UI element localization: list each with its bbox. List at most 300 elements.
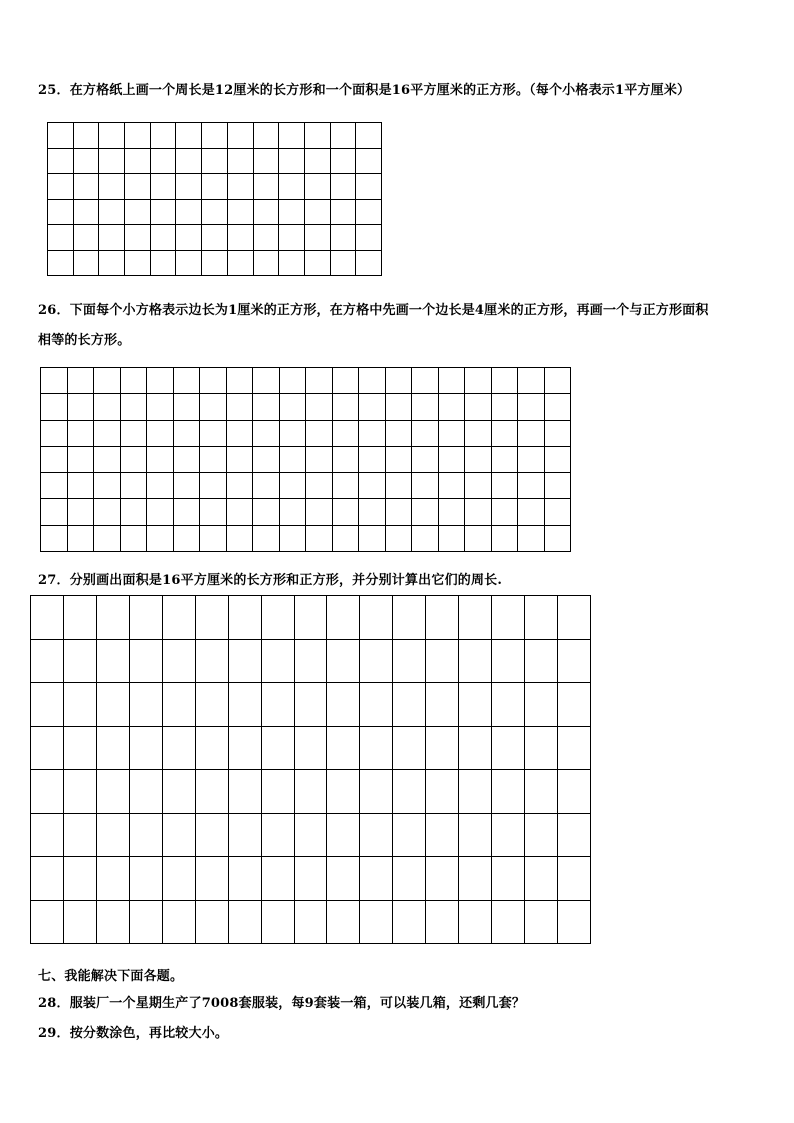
grid-cell <box>253 148 279 174</box>
grid-cell <box>162 596 195 640</box>
grid-cell <box>306 446 333 472</box>
grid-cell <box>125 148 151 174</box>
grid-cell <box>426 813 459 857</box>
grid-cell <box>94 446 121 472</box>
grid-cell <box>465 394 492 420</box>
grid-cell <box>558 813 591 857</box>
grid-cell <box>385 420 412 446</box>
grid-cell <box>67 473 94 499</box>
grid-cell <box>147 368 174 394</box>
grid-cell <box>31 726 64 770</box>
grid-cell <box>150 148 176 174</box>
grid-cell <box>227 250 253 276</box>
grid-cell <box>41 446 68 472</box>
grid-cell <box>96 726 129 770</box>
grid-cell <box>544 446 571 472</box>
grid-cell <box>253 446 280 472</box>
grid-cell <box>200 368 227 394</box>
grid-cell <box>393 639 426 683</box>
grid-cell <box>228 683 261 727</box>
grid-cell <box>304 199 330 225</box>
grid-cell <box>359 420 386 446</box>
grid-cell <box>393 683 426 727</box>
grid-cell <box>73 174 99 200</box>
grid-cell <box>279 394 306 420</box>
grid-cell <box>147 394 174 420</box>
grid-cell <box>48 225 74 251</box>
grid-cell <box>125 250 151 276</box>
grid-cell <box>202 174 228 200</box>
grid-cell <box>294 857 327 901</box>
grid-cell <box>94 525 121 551</box>
grid-cell <box>306 394 333 420</box>
grid-cell <box>67 525 94 551</box>
grid-cell <box>459 900 492 944</box>
grid-cell <box>176 174 202 200</box>
grid-cell <box>228 639 261 683</box>
grid-cell <box>518 368 545 394</box>
grid-cell <box>253 174 279 200</box>
grid-cell <box>438 499 465 525</box>
grid-cell <box>253 199 279 225</box>
grid-cell <box>491 446 518 472</box>
grid-cell <box>31 900 64 944</box>
grid-cell <box>412 368 439 394</box>
grid-cell <box>41 394 68 420</box>
grid-cell <box>200 499 227 525</box>
grid-cell <box>99 199 125 225</box>
grid-cell <box>41 499 68 525</box>
grid-cell <box>226 499 253 525</box>
grid-cell <box>150 174 176 200</box>
grid-cell <box>162 683 195 727</box>
grid-cell <box>162 900 195 944</box>
grid-cell <box>125 123 151 149</box>
grid-cell <box>558 900 591 944</box>
grid-cell <box>120 473 147 499</box>
grid-cell <box>426 639 459 683</box>
grid-cell <box>195 726 228 770</box>
grid-cell <box>393 770 426 814</box>
grid-cell <box>94 473 121 499</box>
grid-row <box>31 596 591 640</box>
grid-paper-q26 <box>40 367 571 552</box>
grid-cell <box>327 770 360 814</box>
grid-cell <box>99 148 125 174</box>
grid-cell <box>200 525 227 551</box>
grid-row <box>41 473 571 499</box>
grid-cell <box>253 250 279 276</box>
grid-cell <box>385 473 412 499</box>
grid-cell <box>304 174 330 200</box>
grid-cell <box>360 857 393 901</box>
grid-cell <box>176 199 202 225</box>
grid-cell <box>279 473 306 499</box>
grid-cell <box>544 368 571 394</box>
grid-cell <box>99 250 125 276</box>
grid-cell <box>63 900 96 944</box>
grid-cell <box>63 596 96 640</box>
grid-cell <box>327 857 360 901</box>
grid-cell <box>525 726 558 770</box>
grid-cell <box>279 368 306 394</box>
grid-cell <box>129 857 162 901</box>
grid-cell <box>129 770 162 814</box>
grid-cell <box>306 420 333 446</box>
grid-cell <box>306 473 333 499</box>
grid-cell <box>73 225 99 251</box>
grid-cell <box>492 683 525 727</box>
grid-cell <box>226 525 253 551</box>
grid-cell <box>63 813 96 857</box>
grid-cell <box>558 770 591 814</box>
grid-cell <box>31 596 64 640</box>
grid-cell <box>96 813 129 857</box>
grid-cell <box>176 250 202 276</box>
grid-cell <box>465 473 492 499</box>
grid-cell <box>491 499 518 525</box>
grid-cell <box>279 250 305 276</box>
grid-cell <box>544 473 571 499</box>
grid-cell <box>73 250 99 276</box>
grid-cell <box>129 900 162 944</box>
grid-cell <box>125 225 151 251</box>
grid-cell <box>228 900 261 944</box>
grid-cell <box>465 525 492 551</box>
grid-cell <box>48 199 74 225</box>
grid-cell <box>306 525 333 551</box>
grid-row <box>31 726 591 770</box>
grid-cell <box>438 473 465 499</box>
grid-cell <box>412 420 439 446</box>
grid-cell <box>412 525 439 551</box>
grid-cell <box>228 770 261 814</box>
grid-cell <box>31 857 64 901</box>
grid-cell <box>253 123 279 149</box>
grid-cell <box>360 683 393 727</box>
grid-cell <box>48 148 74 174</box>
grid-cell <box>385 499 412 525</box>
grid-cell <box>518 446 545 472</box>
grid-cell <box>63 726 96 770</box>
grid-cell <box>129 813 162 857</box>
grid-cell <box>96 900 129 944</box>
grid-cell <box>294 726 327 770</box>
grid-cell <box>227 148 253 174</box>
grid-cell <box>330 225 356 251</box>
grid-cell <box>330 199 356 225</box>
grid-cell <box>162 726 195 770</box>
grid-cell <box>491 473 518 499</box>
grid-cell <box>459 857 492 901</box>
grid-cell <box>261 900 294 944</box>
grid-cell <box>125 199 151 225</box>
grid-cell <box>162 770 195 814</box>
grid-cell <box>356 123 382 149</box>
grid-cell <box>412 499 439 525</box>
grid-cell <box>94 368 121 394</box>
grid-cell <box>518 525 545 551</box>
grid-cell <box>438 420 465 446</box>
grid-cell <box>360 726 393 770</box>
grid-cell <box>253 473 280 499</box>
grid-cell <box>253 420 280 446</box>
grid-cell <box>162 639 195 683</box>
grid-cell <box>465 368 492 394</box>
grid-row <box>48 174 382 200</box>
question-28: 28．服装厂一个星期生产了7008套服装，每9套装一箱，可以装几箱，还剩几套？ <box>38 996 526 1011</box>
grid-cell <box>359 394 386 420</box>
grid-row <box>48 199 382 225</box>
grid-cell <box>525 639 558 683</box>
grid-cell <box>544 394 571 420</box>
grid-cell <box>63 770 96 814</box>
grid-cell <box>253 225 279 251</box>
grid-cell <box>261 857 294 901</box>
grid-cell <box>385 368 412 394</box>
question-26-line-2: 相等的长方形。 <box>38 333 131 348</box>
grid-cell <box>332 420 359 446</box>
grid-cell <box>558 683 591 727</box>
grid-cell <box>253 525 280 551</box>
grid-cell <box>438 525 465 551</box>
grid-cell <box>359 446 386 472</box>
grid-cell <box>330 250 356 276</box>
grid-cell <box>360 639 393 683</box>
grid-cell <box>304 225 330 251</box>
grid-cell <box>261 813 294 857</box>
grid-cell <box>426 596 459 640</box>
grid-cell <box>253 394 280 420</box>
grid-cell <box>31 683 64 727</box>
grid-cell <box>518 420 545 446</box>
grid-cell <box>67 420 94 446</box>
grid-cell <box>67 499 94 525</box>
grid-cell <box>99 225 125 251</box>
grid-cell <box>558 726 591 770</box>
grid-cell <box>412 473 439 499</box>
grid-cell <box>393 900 426 944</box>
grid-cell <box>120 525 147 551</box>
grid-cell <box>393 813 426 857</box>
grid-cell <box>525 813 558 857</box>
grid-cell <box>261 639 294 683</box>
grid-cell <box>279 446 306 472</box>
grid-row <box>31 813 591 857</box>
grid-cell <box>426 857 459 901</box>
grid-cell <box>31 813 64 857</box>
grid-cell <box>129 639 162 683</box>
grid-cell <box>173 446 200 472</box>
grid-cell <box>176 225 202 251</box>
grid-cell <box>41 525 68 551</box>
grid-cell <box>544 420 571 446</box>
grid-cell <box>294 683 327 727</box>
grid-row <box>41 420 571 446</box>
grid-cell <box>356 199 382 225</box>
grid-cell <box>125 174 151 200</box>
grid-cell <box>202 225 228 251</box>
question-26-line-1: 26．下面每个小方格表示边长为1厘米的正方形，在方格中先画一个边长是4厘米的正方形，再画一个与正方形面积 <box>38 303 709 318</box>
grid-cell <box>332 446 359 472</box>
grid-cell <box>202 123 228 149</box>
grid-cell <box>327 726 360 770</box>
grid-cell <box>94 499 121 525</box>
grid-row <box>41 446 571 472</box>
question-25: 25．在方格纸上画一个周长是12厘米的长方形和一个面积是16平方厘米的正方形。（每个小格表示1平方厘米） <box>38 83 691 98</box>
grid-cell <box>327 813 360 857</box>
grid-cell <box>120 420 147 446</box>
question-29: 29．按分数涂色，再比较大小。 <box>38 1026 229 1041</box>
grid-cell <box>332 368 359 394</box>
grid-cell <box>304 250 330 276</box>
grid-cell <box>226 446 253 472</box>
grid-cell <box>359 368 386 394</box>
grid-cell <box>195 900 228 944</box>
grid-cell <box>558 639 591 683</box>
grid-row <box>31 683 591 727</box>
grid-cell <box>226 473 253 499</box>
grid-cell <box>438 368 465 394</box>
grid-cell <box>253 499 280 525</box>
grid-cell <box>195 770 228 814</box>
grid-cell <box>173 420 200 446</box>
grid-cell <box>41 420 68 446</box>
grid-row <box>48 148 382 174</box>
grid-cell <box>227 199 253 225</box>
grid-cell <box>261 596 294 640</box>
grid-cell <box>99 174 125 200</box>
grid-cell <box>200 394 227 420</box>
grid-cell <box>356 250 382 276</box>
grid-cell <box>261 683 294 727</box>
grid-cell <box>41 473 68 499</box>
grid-cell <box>465 420 492 446</box>
grid-cell <box>385 446 412 472</box>
grid-cell <box>459 639 492 683</box>
grid-cell <box>120 499 147 525</box>
grid-cell <box>491 394 518 420</box>
grid-cell <box>465 499 492 525</box>
grid-cell <box>150 250 176 276</box>
grid-cell <box>226 394 253 420</box>
grid-cell <box>356 174 382 200</box>
grid-cell <box>426 726 459 770</box>
grid-cell <box>294 813 327 857</box>
grid-cell <box>426 770 459 814</box>
grid-cell <box>332 394 359 420</box>
grid-cell <box>96 683 129 727</box>
grid-cell <box>94 394 121 420</box>
grid-cell <box>202 250 228 276</box>
grid-cell <box>73 148 99 174</box>
grid-cell <box>129 683 162 727</box>
grid-cell <box>67 368 94 394</box>
grid-cell <box>96 639 129 683</box>
grid-cell <box>332 473 359 499</box>
grid-cell <box>525 900 558 944</box>
grid-cell <box>393 596 426 640</box>
grid-cell <box>279 148 305 174</box>
grid-cell <box>147 473 174 499</box>
grid-cell <box>426 900 459 944</box>
grid-cell <box>491 525 518 551</box>
grid-cell <box>459 683 492 727</box>
grid-cell <box>330 123 356 149</box>
grid-row <box>41 394 571 420</box>
grid-cell <box>492 596 525 640</box>
grid-cell <box>73 123 99 149</box>
grid-cell <box>412 446 439 472</box>
grid-cell <box>48 174 74 200</box>
grid-cell <box>279 499 306 525</box>
grid-cell <box>99 123 125 149</box>
grid-cell <box>294 770 327 814</box>
grid-cell <box>393 857 426 901</box>
grid-cell <box>525 770 558 814</box>
grid-cell <box>150 123 176 149</box>
grid-cell <box>96 770 129 814</box>
grid-cell <box>544 499 571 525</box>
grid-row <box>41 499 571 525</box>
grid-cell <box>200 446 227 472</box>
grid-cell <box>544 525 571 551</box>
grid-cell <box>459 770 492 814</box>
grid-cell <box>459 813 492 857</box>
grid-cell <box>306 499 333 525</box>
grid-cell <box>173 394 200 420</box>
grid-cell <box>120 394 147 420</box>
grid-cell <box>261 726 294 770</box>
grid-cell <box>253 368 280 394</box>
grid-row <box>41 368 571 394</box>
grid-row <box>48 250 382 276</box>
grid-cell <box>491 420 518 446</box>
grid-cell <box>63 683 96 727</box>
grid-cell <box>195 596 228 640</box>
grid-cell <box>332 499 359 525</box>
grid-cell <box>202 199 228 225</box>
grid-cell <box>226 420 253 446</box>
grid-cell <box>150 225 176 251</box>
grid-cell <box>279 225 305 251</box>
grid-cell <box>147 525 174 551</box>
grid-cell <box>491 368 518 394</box>
grid-cell <box>360 770 393 814</box>
grid-cell <box>173 525 200 551</box>
grid-cell <box>94 420 121 446</box>
grid-cell <box>31 639 64 683</box>
grid-cell <box>525 857 558 901</box>
grid-cell <box>518 394 545 420</box>
grid-cell <box>492 639 525 683</box>
grid-cell <box>129 726 162 770</box>
grid-cell <box>356 148 382 174</box>
grid-cell <box>227 174 253 200</box>
grid-cell <box>162 813 195 857</box>
grid-cell <box>63 857 96 901</box>
grid-cell <box>173 473 200 499</box>
grid-cell <box>438 394 465 420</box>
grid-cell <box>304 123 330 149</box>
grid-cell <box>279 174 305 200</box>
grid-cell <box>459 596 492 640</box>
grid-cell <box>465 446 492 472</box>
grid-cell <box>393 726 426 770</box>
grid-row <box>48 225 382 251</box>
grid-cell <box>120 446 147 472</box>
grid-cell <box>294 596 327 640</box>
